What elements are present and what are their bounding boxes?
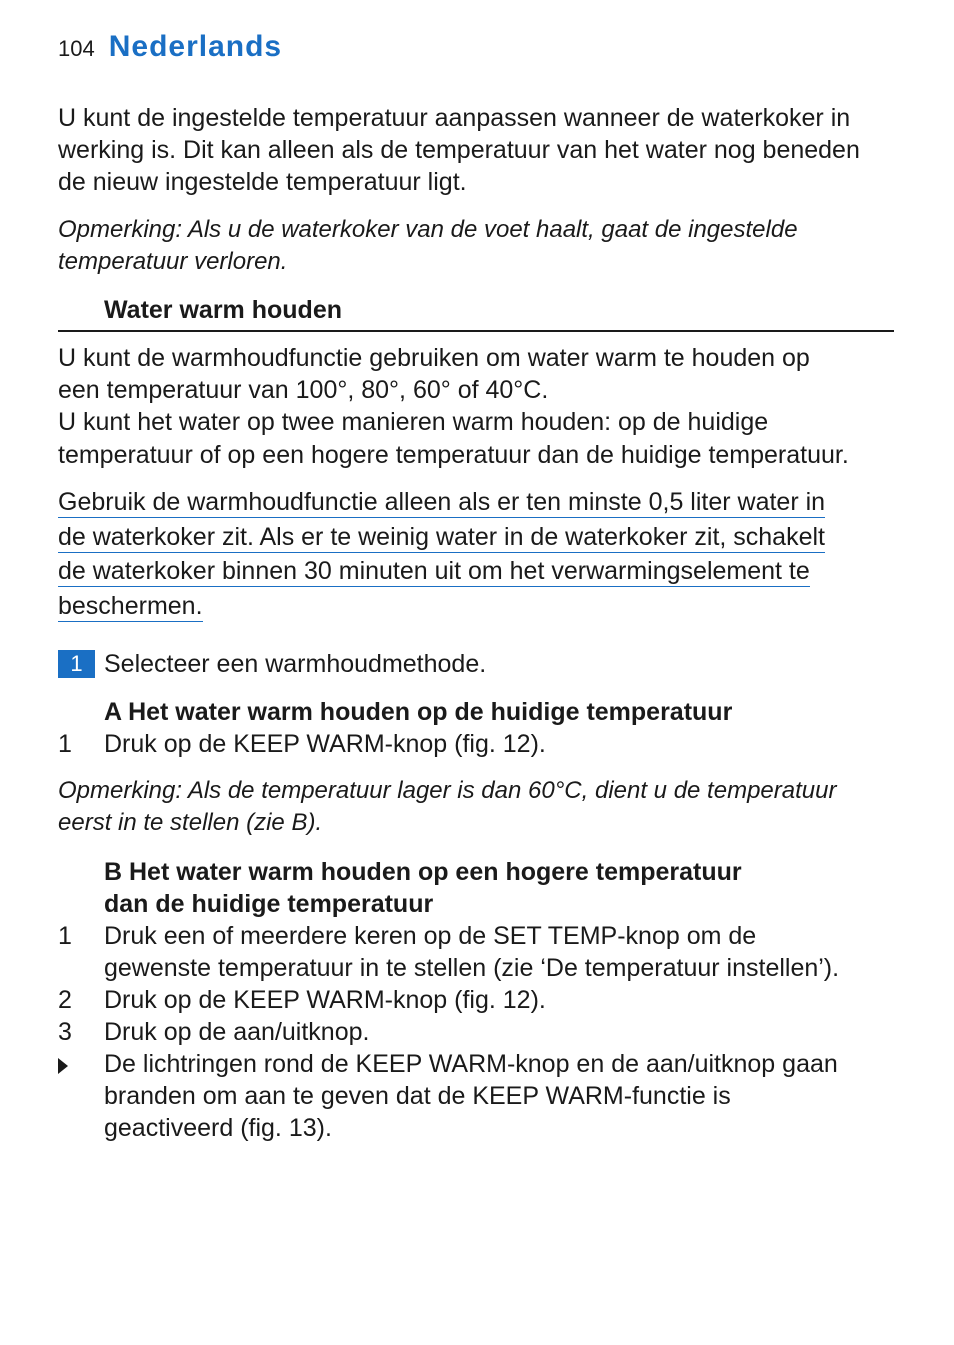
result-text-line: De lichtringen rond de KEEP WARM-knop en de aan/uitknop gaan [104, 1050, 838, 1078]
page-number: 104 [58, 36, 95, 61]
step-text [104, 920, 839, 984]
result-text-line: branden om aan te geven dat de KEEP WARM-functie is [104, 1082, 731, 1110]
note-paragraph [58, 775, 894, 839]
step-number-badge: 1 [58, 650, 95, 678]
section-line: een temperatuur van 100°, 80°, 60° of 40°C. [58, 376, 549, 405]
result-item [58, 1048, 894, 1144]
step-text-line: gewenste temperatuur in te stellen (zie ‘De temperatuur instellen’). [104, 954, 840, 982]
intro-line: werking is. Dit kan alleen als de temperatuur van het water nog beneden [58, 136, 860, 165]
step-item [58, 728, 894, 760]
step-text: Druk op de aan/uitknop. [104, 1018, 370, 1046]
intro-line: de nieuw ingestelde temperatuur ligt. [58, 168, 467, 197]
result-text-line: geactiveerd (fig. 13). [104, 1114, 332, 1142]
section-line: U kunt de warmhoudfunctie gebruiken om water warm te houden op [58, 344, 810, 372]
step-item [58, 984, 894, 1016]
warning-line: Gebruik de warmhoudfunctie alleen als er ten minste 0,5 liter water in [58, 488, 826, 516]
step-number: 1 [58, 922, 72, 950]
step-select-method [58, 648, 894, 680]
subsection-b-title [104, 856, 894, 920]
page-header [58, 30, 282, 64]
language-heading: Nederlands [108, 30, 283, 63]
note-line: temperatuur verloren. [58, 248, 288, 276]
subsection-a-title: A Het water warm houden op de huidige temperatuur [104, 698, 733, 726]
note-line: Opmerking: Als de temperatuur lager is dan 60°C, dient u de temperatuur [58, 777, 837, 804]
section-line: U kunt het water op twee manieren warm houden: op de huidige [58, 408, 769, 437]
section-paragraph [58, 342, 894, 471]
step-item [58, 1016, 894, 1048]
result-bullet [58, 1048, 104, 1144]
subsection-title-line: dan de huidige temperatuur [104, 890, 434, 918]
intro-paragraph [58, 102, 894, 199]
section-line: temperatuur of op een hogere temperatuur dan de huidige temperatuur. [58, 440, 849, 469]
warning-line: beschermen. [58, 591, 203, 620]
step-number: 1 [58, 730, 72, 758]
step-item [58, 920, 894, 984]
step-text: Druk op de KEEP WARM-knop (fig. 12). [104, 986, 546, 1014]
step-text-line: Druk een of meerdere keren op de SET TEMP-knop om de [104, 922, 757, 950]
section-title: Water warm houden [58, 294, 894, 332]
note-paragraph [58, 214, 894, 278]
intro-line: U kunt de ingestelde temperatuur aanpassen wanneer de waterkoker in [58, 104, 851, 132]
triangle-bullet-icon [58, 1058, 68, 1074]
note-line: Opmerking: Als u de waterkoker van de voet haalt, gaat de ingestelde [58, 216, 798, 243]
step-text: Selecteer een warmhoudmethode. [104, 650, 487, 678]
result-text [104, 1048, 838, 1144]
warning-line: de waterkoker zit. Als er te weinig water in de waterkoker zit, schakelt [58, 522, 825, 551]
warning-paragraph [58, 486, 894, 624]
subsection-title-line: B Het water warm houden op een hogere temperatuur [104, 858, 742, 886]
warning-line: de waterkoker binnen 30 minuten uit om het verwarmingselement te [58, 557, 810, 585]
step-number: 2 [58, 986, 72, 1014]
step-text: Druk op de KEEP WARM-knop (fig. 12). [104, 730, 546, 758]
step-number: 3 [58, 1018, 72, 1046]
note-line: eerst in te stellen (zie B). [58, 809, 323, 837]
